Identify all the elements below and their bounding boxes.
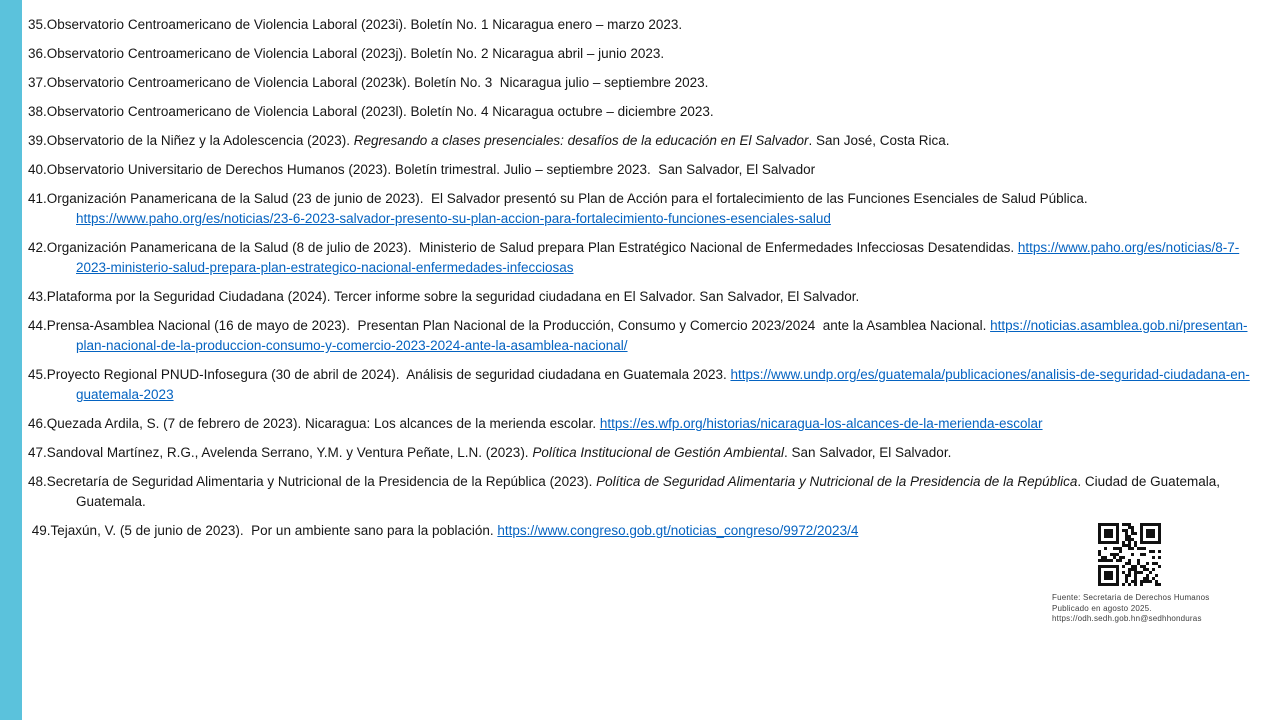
reference-item [28,131,1273,151]
reference-item [28,73,1273,93]
reference-number: 44. [28,318,47,333]
reference-number: 35. [28,17,47,32]
reference-text: Observatorio Centroamericano de Violencia Laboral (2023l). Boletín No. 4 Nicaragua octubre – diciembre 2023. [46,104,714,119]
reference-text: Quezada Ardila, S. (7 de febrero de 2023). Nicaragua: Los alcances de la merienda escolar. [46,416,600,431]
reference-line [28,238,1273,258]
reference-item [28,102,1273,122]
reference-link[interactable]: guatemala-2023 [76,387,174,402]
reference-link[interactable]: https://www.congreso.gob.gt/noticias_congreso/9972/2023/4 [497,523,859,538]
reference-number: 48. [28,474,47,489]
reference-text: Prensa-Asamblea Nacional (16 de mayo de 2023). Presentan Plan Nacional de la Producción, Consumo y Comercio 2023/2024 ante la Asamblea Nacional. [46,318,991,333]
reference-link[interactable]: https://www.undp.org/es/guatemala/publicaciones/analisis-de-seguridad-ciudadana-en- [730,367,1250,382]
reference-line [28,102,1273,122]
left-accent-bar [0,0,22,720]
source-note-line: https://odh.sedh.gob.hn@sedhhonduras [1052,614,1202,623]
reference-link[interactable]: https://www.paho.org/es/noticias/23-6-2023-salvador-presento-su-plan-accion-para-fortalecimiento-funciones-esenciales-salud [76,211,831,226]
reference-number: 40. [28,162,47,177]
reference-text: Secretaría de Seguridad Alimentaria y Nutricional de la Presidencia de la República (2023). [46,474,597,489]
reference-text: Organización Panamericana de la Salud (8 de julio de 2023). Ministerio de Salud prepara Plan Estratégico Nacional de Enfermedades Infecciosas Desatendidas. [46,240,1018,255]
reference-link[interactable]: plan-nacional-de-la-produccion-consumo-y-comercio-2023-2024-ante-la-asamblea-nacional/ [76,338,628,353]
reference-link[interactable]: 2023-ministerio-salud-prepara-plan-estrategico-nacional-enfermedades-infecciosas [76,260,574,275]
reference-text: Plataforma por la Seguridad Ciudadana (2024). Tercer informe sobre la seguridad ciudadana en El Salvador. San Salvador, El Salvador. [46,289,860,304]
reference-text: Política de Seguridad Alimentaria y Nutricional de la Presidencia de la República [596,474,1078,489]
reference-line [28,414,1273,434]
reference-text: Observatorio Centroamericano de Violencia Laboral (2023i). Boletín No. 1 Nicaragua enero – marzo 2023. [46,17,683,32]
reference-item [28,15,1273,35]
reference-number: 47. [28,445,47,460]
reference-link[interactable]: https://noticias.asamblea.gob.ni/presentan- [990,318,1248,333]
reference-number: 38. [28,104,47,119]
reference-text: Tejaxún, V. (5 de junio de 2023). Por un ambiente sano para la población. [50,523,498,538]
reference-text: Guatemala. [76,494,146,509]
reference-item [28,189,1273,229]
reference-line [28,365,1273,385]
reference-line-continuation [28,385,1273,405]
reference-number: 43. [28,289,47,304]
reference-item [28,44,1273,64]
reference-line [28,316,1273,336]
reference-line-continuation [28,258,1273,278]
reference-text: Proyecto Regional PNUD-Infosegura (30 de abril de 2024). Análisis de seguridad ciudadana en Guatemala 2023. [46,367,731,382]
reference-item [28,414,1273,434]
reference-number: 42. [28,240,47,255]
reference-list [28,15,1273,550]
reference-text: Sandoval Martínez, R.G., Avelenda Serrano, Y.M. y Ventura Peñate, L.N. (2023). [46,445,533,460]
source-note [1052,593,1232,625]
reference-text: . San Salvador, El Salvador. [783,445,952,460]
reference-number: 39. [28,133,47,148]
reference-line-continuation [28,492,1273,512]
reference-number: 45. [28,367,47,382]
reference-text: Observatorio Centroamericano de Violencia Laboral (2023j). Boletín No. 2 Nicaragua abril – junio 2023. [46,46,665,61]
reference-text: Observatorio Universitario de Derechos Humanos (2023). Boletín trimestral. Julio – septiembre 2023. San Salvador, El Salvador [46,162,816,177]
reference-link[interactable]: https://es.wfp.org/historias/nicaragua-los-alcances-de-la-merienda-escolar [599,416,1043,431]
source-note-line: Fuente: Secretaria de Derechos Humanos [1052,593,1210,602]
reference-line [28,44,1273,64]
reference-text: Observatorio Centroamericano de Violencia Laboral (2023k). Boletín No. 3 Nicaragua julio – septiembre 2023. [46,75,709,90]
reference-line [28,131,1273,151]
reference-line-continuation [28,336,1273,356]
reference-item [28,365,1273,405]
reference-item [28,287,1273,307]
reference-text: . San José, Costa Rica. [808,133,950,148]
reference-link[interactable]: https://www.paho.org/es/noticias/8-7- [1017,240,1240,255]
source-attribution [1052,523,1232,625]
reference-number: 46. [28,416,47,431]
reference-line [28,73,1273,93]
reference-item [28,443,1273,463]
reference-number: 41. [28,191,47,206]
reference-line [28,443,1273,463]
reference-line [28,15,1273,35]
reference-number: 37. [28,75,47,90]
reference-number: 49. [28,523,51,538]
qr-code [1098,523,1161,586]
reference-item [28,238,1273,278]
reference-number: 36. [28,46,47,61]
reference-line [28,189,1273,209]
reference-item [28,472,1273,512]
reference-text: Organización Panamericana de la Salud (23 de junio de 2023). El Salvador presentó su Plan de Acción para el fortalecimiento de las Funciones Esenciales de Salud Pública. [46,191,1088,206]
reference-text: Política Institucional de Gestión Ambiental [532,445,784,460]
reference-text: . Ciudad de Guatemala, [1077,474,1220,489]
source-note-line: Publicado en agosto 2025. [1052,603,1152,613]
reference-line [28,287,1273,307]
reference-item [28,316,1273,356]
reference-item [28,160,1273,180]
reference-text: Regresando a clases presenciales: desafíos de la educación en El Salvador [353,133,809,148]
reference-line-continuation [28,209,1273,229]
reference-line [28,472,1273,492]
reference-line [28,160,1273,180]
reference-text: Observatorio de la Niñez y la Adolescencia (2023). [46,133,354,148]
